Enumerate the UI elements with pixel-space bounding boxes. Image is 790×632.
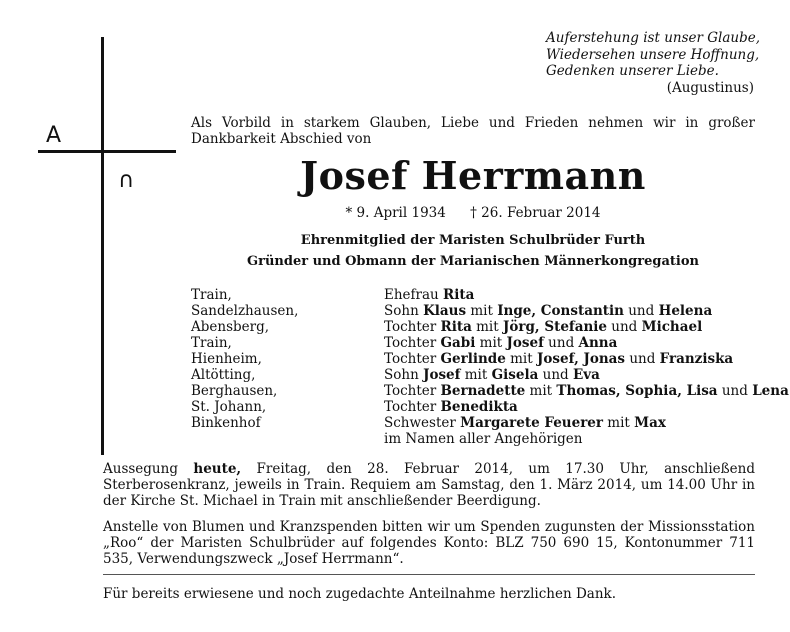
mourner-connector: mit xyxy=(603,415,635,431)
life-dates xyxy=(191,205,755,221)
quote-line: Gedenken unserer Liebe. xyxy=(546,63,719,79)
quote-line: Wiedersehen unsere Hoffnung, xyxy=(546,46,760,63)
mourner-connector: und xyxy=(625,351,660,367)
mourner-relation: Ehefrau xyxy=(384,287,444,303)
quote-line: Auferstehung ist unser Glaube, xyxy=(546,30,761,46)
mourners-list xyxy=(384,287,789,447)
place: Binkenhof xyxy=(191,415,261,431)
mourner-name: Josef xyxy=(423,367,461,383)
mourner-relation: Tochter xyxy=(384,399,441,415)
mourner-name: Gerlinde xyxy=(440,351,506,367)
intro-text: Als Vorbild in starkem Glauben, Liebe und Frieden nehmen wir in großer Dankbarkeit Abschied von xyxy=(191,115,755,147)
mourner-name: Bernadette xyxy=(440,383,526,399)
honor-line: Ehrenmitglied der Maristen Schulbrüder Furth xyxy=(300,233,646,248)
mourner-name: Josef xyxy=(506,335,544,351)
mourner-connector: mit xyxy=(505,351,537,367)
mourner-line xyxy=(384,431,789,447)
place: St. Johann, xyxy=(191,399,267,415)
mourner-connector: und xyxy=(607,319,642,335)
mourner-connector: und xyxy=(543,335,579,351)
mourner-connector: mit xyxy=(475,335,507,351)
place: Abensberg, xyxy=(191,319,270,335)
mourner-line xyxy=(384,303,789,319)
place: Sandelzhausen, xyxy=(191,303,299,319)
mourner-connector: mit xyxy=(525,383,557,399)
mourner-line xyxy=(384,351,789,367)
place: Hienheim, xyxy=(191,351,262,367)
mourner-name: Lena xyxy=(752,383,789,399)
mourner-relation: Sohn xyxy=(384,367,424,383)
mourner-line xyxy=(384,287,789,303)
mourner-line xyxy=(384,415,789,431)
funeral-paragraph xyxy=(103,461,755,509)
mourner-closing: im Namen aller Angehörigen xyxy=(384,431,583,447)
mourner-name: Helena xyxy=(658,303,713,319)
place: Train, xyxy=(191,287,232,303)
mourner-name: Rita xyxy=(440,319,472,335)
mourner-name: Rita xyxy=(443,287,475,303)
mourner-relation: Tochter xyxy=(384,319,441,335)
mourner-connector: mit xyxy=(466,303,498,319)
mourner-connector: mit xyxy=(471,319,503,335)
omega-symbol: ∩ xyxy=(118,168,135,193)
funeral-text-bold: heute, xyxy=(193,461,242,477)
mourner-name: Franziska xyxy=(659,351,734,367)
donation-paragraph: Anstelle von Blumen und Kranzspenden bitten wir um Spenden zugunsten der Missionsstation „Roo“ der Maristen Schulbrüder auf folgendes Konto: BLZ 750 690 15, Kontonummer 711 535, Verwendungszweck „Josef Herrmann“. xyxy=(103,519,755,567)
honors xyxy=(191,230,755,272)
mourner-name: Benedikta xyxy=(440,399,518,415)
place: Berghausen, xyxy=(191,383,278,399)
mourner-name: Margarete Feuerer xyxy=(460,415,604,431)
mourner-name: Klaus xyxy=(423,303,467,319)
mourner-name: Jörg, Stefanie xyxy=(502,319,607,335)
mourner-name: Michael xyxy=(641,319,703,335)
mourner-line xyxy=(384,319,789,335)
divider xyxy=(103,574,755,575)
mourner-line xyxy=(384,335,789,351)
alpha-symbol: A xyxy=(46,123,62,148)
mourner-connector: und xyxy=(538,367,573,383)
mourner-relation: Schwester xyxy=(384,415,461,431)
quote-author: (Augustinus) xyxy=(666,80,754,96)
mourner-name: Gisela xyxy=(491,367,539,383)
mourner-line xyxy=(384,399,789,415)
cross-horizontal-bar xyxy=(38,150,176,153)
mourner-relation: Tochter xyxy=(384,383,441,399)
mourner-name: Anna xyxy=(578,335,618,351)
mourner-connector: und xyxy=(717,383,753,399)
mourner-relation: Tochter xyxy=(384,335,441,351)
mourner-name: Eva xyxy=(572,367,600,383)
place: Altötting, xyxy=(191,367,256,383)
thanks-text: Für bereits erwiesene und noch zugedachte Anteilnahme herzlichen Dank. xyxy=(103,586,616,602)
mourner-connector: und xyxy=(623,303,659,319)
mourner-name: Josef, Jonas xyxy=(536,351,626,367)
quote xyxy=(546,30,761,80)
honor-line: Gründer und Obmann der Marianischen Männerkongregation xyxy=(247,254,699,269)
mourner-relation: Sohn xyxy=(384,303,424,319)
place: Train, xyxy=(191,335,232,351)
details-text xyxy=(103,461,755,577)
deceased-name: Josef Herrmann xyxy=(300,153,646,198)
death-date: † 26. Februar 2014 xyxy=(470,205,601,221)
birth-date: * 9. April 1934 xyxy=(345,205,446,221)
mourner-name: Thomas, Sophia, Lisa xyxy=(556,383,718,399)
mourner-name: Max xyxy=(634,415,666,431)
mourner-connector: mit xyxy=(460,367,492,383)
funeral-text-post: Freitag, den 28. Februar 2014, um 17.30 Uhr, anschließend Sterberosenkranz, jeweils in Train. Requiem am Samstag, den 1. März 2014, um 14.00 Uhr in der Kirche St. Michael in Train mit anschließender Beerdigung. xyxy=(103,461,755,509)
places-list xyxy=(191,287,298,431)
cross-vertical-bar xyxy=(101,37,104,455)
mourner-relation: Tochter xyxy=(384,351,441,367)
mourner-line xyxy=(384,383,789,399)
mourner-name: Inge, Constantin xyxy=(497,303,624,319)
mourner-name: Gabi xyxy=(440,335,476,351)
mourner-line xyxy=(384,367,789,383)
funeral-text-pre: Aussegung xyxy=(103,461,194,477)
